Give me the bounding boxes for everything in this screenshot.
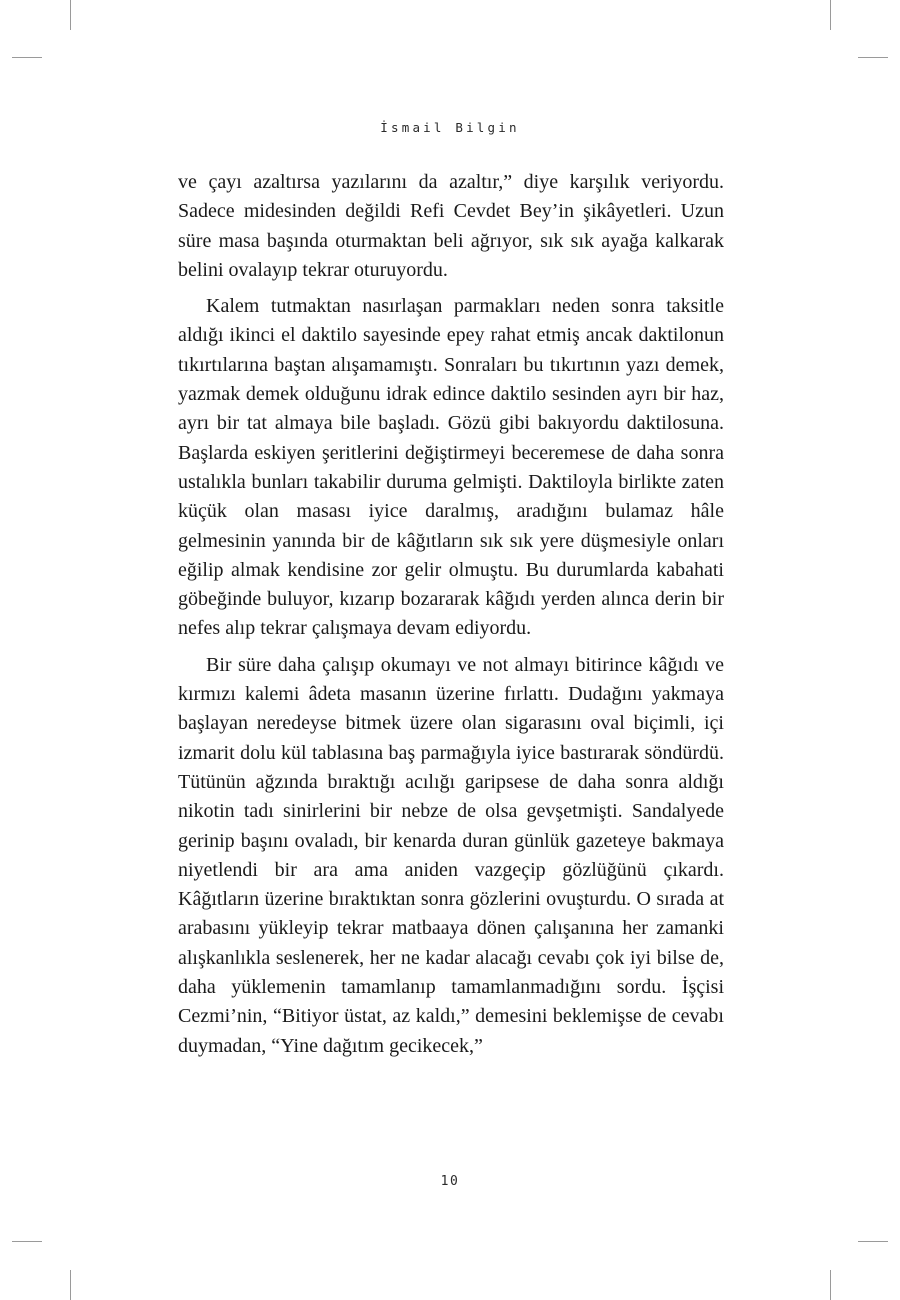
crop-mark-top-right-horizontal <box>858 57 888 58</box>
body-text <box>178 168 724 1068</box>
running-head: İsmail Bilgin <box>380 120 520 135</box>
crop-mark-bottom-left <box>70 1270 71 1300</box>
crop-mark-top-left <box>70 0 71 30</box>
crop-mark-bottom-right-horizontal <box>858 1241 888 1242</box>
paragraph: Kalem tutmaktan nasırlaşan parmakları neden sonra taksitle aldığı ikinci el daktilo sayesinde epey rahat etmiş ancak daktilonun tıkırtılarına baştan alışamamıştı. Sonraları bu tıkırtının yazı demek, yazmak demek olduğunu idrak edince daktilo sesinden ayrı bir haz, ayrı bir tat almaya bile başladı. Gözü gibi bakıyordu daktilosuna. Başlarda eskiyen şeritlerini değiştirmeyi beceremese de daha sonra ustalıkla bunları takabilir duruma gelmişti. Daktiloyla birlikte zaten küçük olan masası iyice daralmış, aradığını bulamaz hâle gelmesinin yanında bir de kâğıtların sık sık yere düşmesiyle onları eğilip almak kendisine zor gelir olmuştu. Bu durumlarda kabahati göbeğinde buluyor, kızarıp bozararak kâğıdı yerden alınca derin bir nefes alıp tekrar çalışmaya devam ediyordu. <box>178 295 724 640</box>
crop-mark-bottom-left-horizontal <box>12 1241 42 1242</box>
crop-mark-top-left-horizontal <box>12 57 42 58</box>
paragraph: Bir süre daha çalışıp okumayı ve not almayı bitirince kâğıdı ve kırmızı kalemi âdeta masanın üzerine fırlattı. Dudağını yakmaya başlayan neredeyse bitmek üzere olan sigarasını oval biçimli, içi izmarit dolu kül tablasına baş parmağıyla iyice bastırarak söndürdü. Tütünün ağzında bıraktığı acılığı garipsese de daha sonra aldığı nikotin tadı sinirlerini bir nebze de olsa gevşetmişti. Sandalyede gerinip başını ovaladı, bir kenarda duran günlük gazeteye bakmaya niyetlendi bir ara ama aniden vazgeçip gözlüğünü çıkardı. Kâğıtların üzerine bıraktıktan sonra gözlerini ovuşturdu. O sırada at arabasını yükleyip tekrar matbaaya dönen çalışanına her zamanki alışkanlıkla seslenerek, her ne kadar alacağı cevabı çok iyi bilse de, daha yüklemenin tamamlanıp tamamlanmadığını sordu. İşçisi Cezmi’nin, “Bitiyor üstat, az kaldı,” demesini beklemişse de cevabı duymadan, “Yine dağıtım gecikecek,” <box>178 653 724 1057</box>
crop-mark-bottom-right <box>830 1270 831 1300</box>
paragraph: ve çayı azaltırsa yazılarını da azaltır,” diye karşılık veriyordu. Sadece midesinden değildi Refi Cevdet Bey’in şikâyetleri. Uzun süre masa başında oturmaktan beli ağrıyor, sık sık ayağa kalkarak belini ovalayıp tekrar oturuyordu. <box>178 171 724 281</box>
page-number: 10 <box>440 1174 460 1189</box>
crop-mark-top-right <box>830 0 831 30</box>
